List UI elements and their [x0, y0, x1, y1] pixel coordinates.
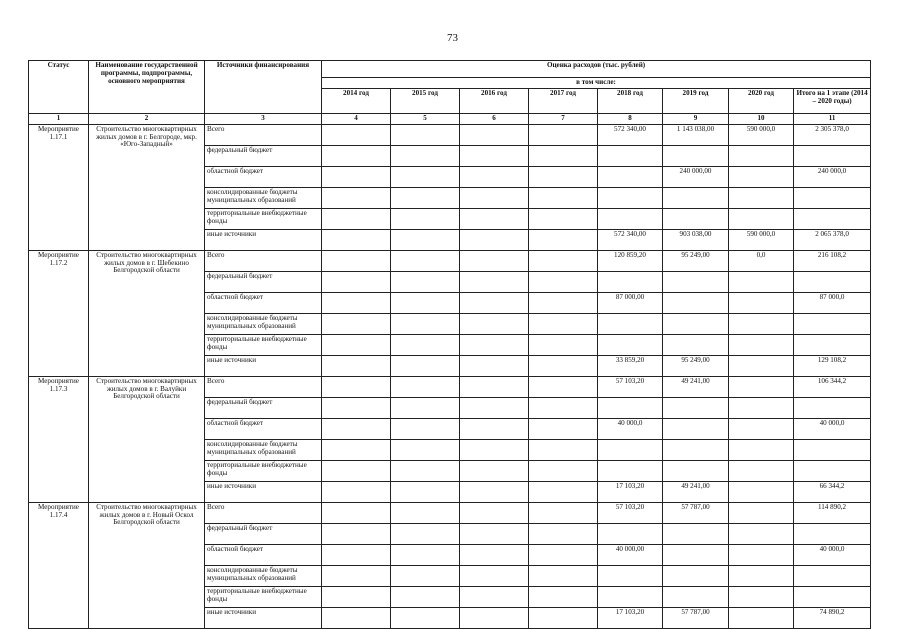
funding-source-cell: Всего: [205, 502, 322, 523]
value-cell: [598, 187, 663, 208]
column-index: 6: [460, 113, 529, 124]
value-cell: [391, 523, 460, 544]
value-cell: [391, 376, 460, 397]
value-cell: [529, 481, 598, 502]
value-cell: [663, 397, 729, 418]
value-cell: [529, 439, 598, 460]
value-cell: [729, 565, 794, 586]
value-cell: [460, 334, 529, 355]
value-cell: [598, 439, 663, 460]
value-cell: [322, 313, 391, 334]
column-index: 1: [29, 113, 89, 124]
funding-source-cell: Всего: [205, 250, 322, 271]
funding-source-cell: территориальные внебюджетные фонды: [205, 334, 322, 355]
value-cell: [529, 523, 598, 544]
value-cell: 57 787,00: [663, 607, 729, 628]
value-cell: [391, 439, 460, 460]
column-index: 11: [794, 113, 871, 124]
value-cell: [391, 292, 460, 313]
value-cell: 0,0: [729, 250, 794, 271]
value-cell: [391, 313, 460, 334]
value-cell: [460, 523, 529, 544]
value-cell: [460, 166, 529, 187]
value-cell: [663, 565, 729, 586]
value-cell: [391, 166, 460, 187]
funding-source-cell: областной бюджет: [205, 166, 322, 187]
total-cell: [794, 523, 871, 544]
value-cell: 1 143 038,00: [663, 124, 729, 145]
value-cell: [529, 187, 598, 208]
value-cell: [598, 271, 663, 292]
value-cell: [663, 334, 729, 355]
status-cell: Мероприятие 1.17.4: [29, 502, 89, 628]
year-header: 2020 год: [729, 88, 794, 113]
funding-source-cell: иные источники: [205, 229, 322, 250]
column-index: 2: [89, 113, 205, 124]
total-cell: 40 000,0: [794, 418, 871, 439]
value-cell: [598, 208, 663, 229]
value-cell: [460, 250, 529, 271]
value-cell: [391, 271, 460, 292]
including-header: в том числе:: [322, 78, 871, 89]
value-cell: [529, 376, 598, 397]
value-cell: [729, 271, 794, 292]
funding-source-cell: областной бюджет: [205, 418, 322, 439]
value-cell: [729, 208, 794, 229]
value-cell: [663, 313, 729, 334]
total-cell: 129 108,2: [794, 355, 871, 376]
total-cell: 216 108,2: [794, 250, 871, 271]
value-cell: [663, 523, 729, 544]
column-index: 8: [598, 113, 663, 124]
value-cell: [663, 187, 729, 208]
total-cell: 40 000,0: [794, 544, 871, 565]
value-cell: [460, 439, 529, 460]
value-cell: [598, 397, 663, 418]
value-cell: [322, 292, 391, 313]
value-cell: [391, 208, 460, 229]
value-cell: [529, 229, 598, 250]
value-cell: [529, 208, 598, 229]
funding-source-cell: Всего: [205, 376, 322, 397]
value-cell: [460, 124, 529, 145]
value-cell: 87 000,00: [598, 292, 663, 313]
total-cell: [794, 334, 871, 355]
value-cell: [598, 145, 663, 166]
value-cell: [529, 124, 598, 145]
year-header: 2016 год: [460, 88, 529, 113]
status-cell: Мероприятие 1.17.1: [29, 124, 89, 250]
value-cell: [322, 229, 391, 250]
value-cell: [529, 271, 598, 292]
column-index: 10: [729, 113, 794, 124]
funding-source-cell: иные источники: [205, 355, 322, 376]
value-cell: [529, 355, 598, 376]
value-cell: [729, 418, 794, 439]
table-row: [29, 376, 871, 397]
total-cell: [794, 313, 871, 334]
column-index: 3: [205, 113, 322, 124]
value-cell: [391, 355, 460, 376]
value-cell: 33 859,20: [598, 355, 663, 376]
value-cell: [460, 607, 529, 628]
value-cell: [729, 145, 794, 166]
value-cell: [729, 397, 794, 418]
value-cell: 49 241,00: [663, 481, 729, 502]
value-cell: [529, 565, 598, 586]
status-cell: Мероприятие 1.17.3: [29, 376, 89, 502]
value-cell: [322, 481, 391, 502]
year-header: 2015 год: [391, 88, 460, 113]
value-cell: [729, 376, 794, 397]
status-cell: Мероприятие 1.17.2: [29, 250, 89, 376]
value-cell: [460, 229, 529, 250]
value-cell: [729, 334, 794, 355]
value-cell: [529, 250, 598, 271]
value-cell: [529, 607, 598, 628]
cost-header: Оценка расходов (тыс. рублей): [322, 61, 871, 78]
funding-source-cell: консолидированные бюджеты муниципальных образований: [205, 565, 322, 586]
value-cell: [460, 376, 529, 397]
value-cell: [391, 418, 460, 439]
value-cell: [729, 481, 794, 502]
value-cell: [460, 313, 529, 334]
value-cell: [322, 397, 391, 418]
value-cell: [598, 523, 663, 544]
value-cell: [460, 397, 529, 418]
value-cell: [529, 544, 598, 565]
value-cell: [322, 523, 391, 544]
value-cell: [663, 292, 729, 313]
measure-name-cell: Строительство многоквартирных жилых домов в г. Шебекино Белгородской области: [89, 250, 205, 376]
total-cell: [794, 187, 871, 208]
value-cell: [663, 460, 729, 481]
value-cell: [460, 355, 529, 376]
total-cell: [794, 460, 871, 481]
value-cell: [529, 586, 598, 607]
table-body: [29, 124, 871, 628]
value-cell: [729, 502, 794, 523]
value-cell: [663, 208, 729, 229]
value-cell: [391, 397, 460, 418]
value-cell: [460, 187, 529, 208]
value-cell: 57 103,20: [598, 502, 663, 523]
value-cell: [322, 439, 391, 460]
value-cell: 240 000,00: [663, 166, 729, 187]
funding-source-cell: территориальные внебюджетные фонды: [205, 460, 322, 481]
funding-source-cell: консолидированные бюджеты муниципальных образований: [205, 313, 322, 334]
total-cell: 240 000,0: [794, 166, 871, 187]
value-cell: [598, 334, 663, 355]
measure-name-cell: Строительство многоквартирных жилых домов в г. Валуйки Белгородской области: [89, 376, 205, 502]
value-cell: 95 249,00: [663, 355, 729, 376]
value-cell: 903 038,00: [663, 229, 729, 250]
year-header: 2019 год: [663, 88, 729, 113]
value-cell: [598, 313, 663, 334]
funding-source-cell: консолидированные бюджеты муниципальных образований: [205, 439, 322, 460]
value-cell: 57 103,20: [598, 376, 663, 397]
funding-source-cell: областной бюджет: [205, 292, 322, 313]
value-cell: [322, 502, 391, 523]
total-cell: [794, 208, 871, 229]
total-cell: 66 344,2: [794, 481, 871, 502]
value-cell: [529, 166, 598, 187]
value-cell: 572 340,00: [598, 124, 663, 145]
value-cell: [729, 187, 794, 208]
funding-source-cell: консолидированные бюджеты муниципальных образований: [205, 187, 322, 208]
funding-source-cell: федеральный бюджет: [205, 523, 322, 544]
value-cell: [663, 544, 729, 565]
value-cell: [322, 145, 391, 166]
funding-source-cell: федеральный бюджет: [205, 271, 322, 292]
value-cell: [322, 124, 391, 145]
value-cell: [598, 166, 663, 187]
value-cell: [529, 313, 598, 334]
value-cell: [322, 565, 391, 586]
total-cell: 2 065 378,0: [794, 229, 871, 250]
funding-source-cell: территориальные внебюджетные фонды: [205, 208, 322, 229]
value-cell: [322, 607, 391, 628]
funding-source-cell: иные источники: [205, 481, 322, 502]
year-header: 2018 год: [598, 88, 663, 113]
value-cell: [322, 250, 391, 271]
value-cell: [460, 460, 529, 481]
value-cell: [391, 145, 460, 166]
total-cell: [794, 145, 871, 166]
value-cell: [322, 334, 391, 355]
value-cell: 40 000,00: [598, 544, 663, 565]
column-index: 5: [391, 113, 460, 124]
value-cell: [529, 397, 598, 418]
value-cell: 57 787,00: [663, 502, 729, 523]
total-cell: 106 344,2: [794, 376, 871, 397]
value-cell: [729, 292, 794, 313]
year-header: 2014 год: [322, 88, 391, 113]
value-cell: [729, 607, 794, 628]
value-cell: [460, 292, 529, 313]
total-cell: [794, 397, 871, 418]
funding-source-cell: федеральный бюджет: [205, 397, 322, 418]
total-cell: [794, 439, 871, 460]
value-cell: [322, 460, 391, 481]
value-cell: [460, 271, 529, 292]
value-cell: [391, 124, 460, 145]
value-cell: [529, 460, 598, 481]
value-cell: [322, 208, 391, 229]
value-cell: [391, 229, 460, 250]
value-cell: [391, 565, 460, 586]
value-cell: [460, 481, 529, 502]
value-cell: 95 249,00: [663, 250, 729, 271]
value-cell: [391, 502, 460, 523]
status-header: Статус: [29, 61, 89, 114]
value-cell: [322, 187, 391, 208]
value-cell: [729, 313, 794, 334]
value-cell: [391, 187, 460, 208]
value-cell: [460, 145, 529, 166]
total-cell: [794, 586, 871, 607]
value-cell: [322, 586, 391, 607]
value-cell: [598, 586, 663, 607]
total-cell: [794, 271, 871, 292]
value-cell: [729, 460, 794, 481]
value-cell: 590 000,0: [729, 229, 794, 250]
total-header: Итого на 1 этапе (2014 – 2020 годы): [794, 88, 871, 113]
value-cell: 120 859,20: [598, 250, 663, 271]
total-cell: 87 000,0: [794, 292, 871, 313]
value-cell: [729, 355, 794, 376]
value-cell: 17 103,20: [598, 607, 663, 628]
value-cell: [322, 271, 391, 292]
measure-name-cell: Строительство многоквартирных жилых домов в г. Новый Оскол Белгородской области: [89, 502, 205, 628]
value-cell: [729, 439, 794, 460]
funding-source-cell: иные источники: [205, 607, 322, 628]
value-cell: [529, 418, 598, 439]
value-cell: [391, 586, 460, 607]
value-cell: [663, 586, 729, 607]
value-cell: [729, 544, 794, 565]
value-cell: [663, 439, 729, 460]
column-index: 9: [663, 113, 729, 124]
value-cell: [391, 544, 460, 565]
name-header: Наименование государственной программы, подпрограммы, основного мероприятия: [89, 61, 205, 114]
value-cell: 17 103,20: [598, 481, 663, 502]
value-cell: [322, 418, 391, 439]
column-index: 7: [529, 113, 598, 124]
column-index: 4: [322, 113, 391, 124]
value-cell: 572 340,00: [598, 229, 663, 250]
source-header: Источники финансирования: [205, 61, 322, 114]
value-cell: [460, 208, 529, 229]
value-cell: [391, 334, 460, 355]
value-cell: 40 000,0: [598, 418, 663, 439]
total-cell: [794, 565, 871, 586]
total-cell: 114 890,2: [794, 502, 871, 523]
value-cell: 49 241,00: [663, 376, 729, 397]
value-cell: [663, 271, 729, 292]
value-cell: [391, 607, 460, 628]
value-cell: [529, 292, 598, 313]
total-cell: 2 305 378,0: [794, 124, 871, 145]
value-cell: [529, 334, 598, 355]
value-cell: [460, 502, 529, 523]
funding-source-cell: Всего: [205, 124, 322, 145]
value-cell: [460, 544, 529, 565]
budget-table: [28, 60, 871, 629]
page-number: 73: [447, 32, 458, 44]
table-row: [29, 124, 871, 145]
value-cell: [663, 418, 729, 439]
value-cell: [460, 565, 529, 586]
value-cell: [322, 376, 391, 397]
value-cell: [729, 586, 794, 607]
value-cell: [322, 355, 391, 376]
value-cell: [322, 166, 391, 187]
table-row: [29, 502, 871, 523]
value-cell: [460, 418, 529, 439]
value-cell: [322, 544, 391, 565]
measure-name-cell: Строительство многоквартирных жилых домов в г. Белгороде, мкр. «Юго-Западный»: [89, 124, 205, 250]
total-cell: 74 890,2: [794, 607, 871, 628]
table-row: [29, 250, 871, 271]
value-cell: [729, 523, 794, 544]
year-header: 2017 год: [529, 88, 598, 113]
value-cell: [391, 250, 460, 271]
value-cell: [529, 145, 598, 166]
funding-source-cell: федеральный бюджет: [205, 145, 322, 166]
funding-source-cell: областной бюджет: [205, 544, 322, 565]
funding-source-cell: территориальные внебюджетные фонды: [205, 586, 322, 607]
value-cell: [663, 145, 729, 166]
value-cell: [391, 460, 460, 481]
value-cell: [529, 502, 598, 523]
value-cell: [598, 460, 663, 481]
value-cell: [460, 586, 529, 607]
value-cell: [729, 166, 794, 187]
value-cell: 590 000,0: [729, 124, 794, 145]
value-cell: [598, 565, 663, 586]
value-cell: [391, 481, 460, 502]
